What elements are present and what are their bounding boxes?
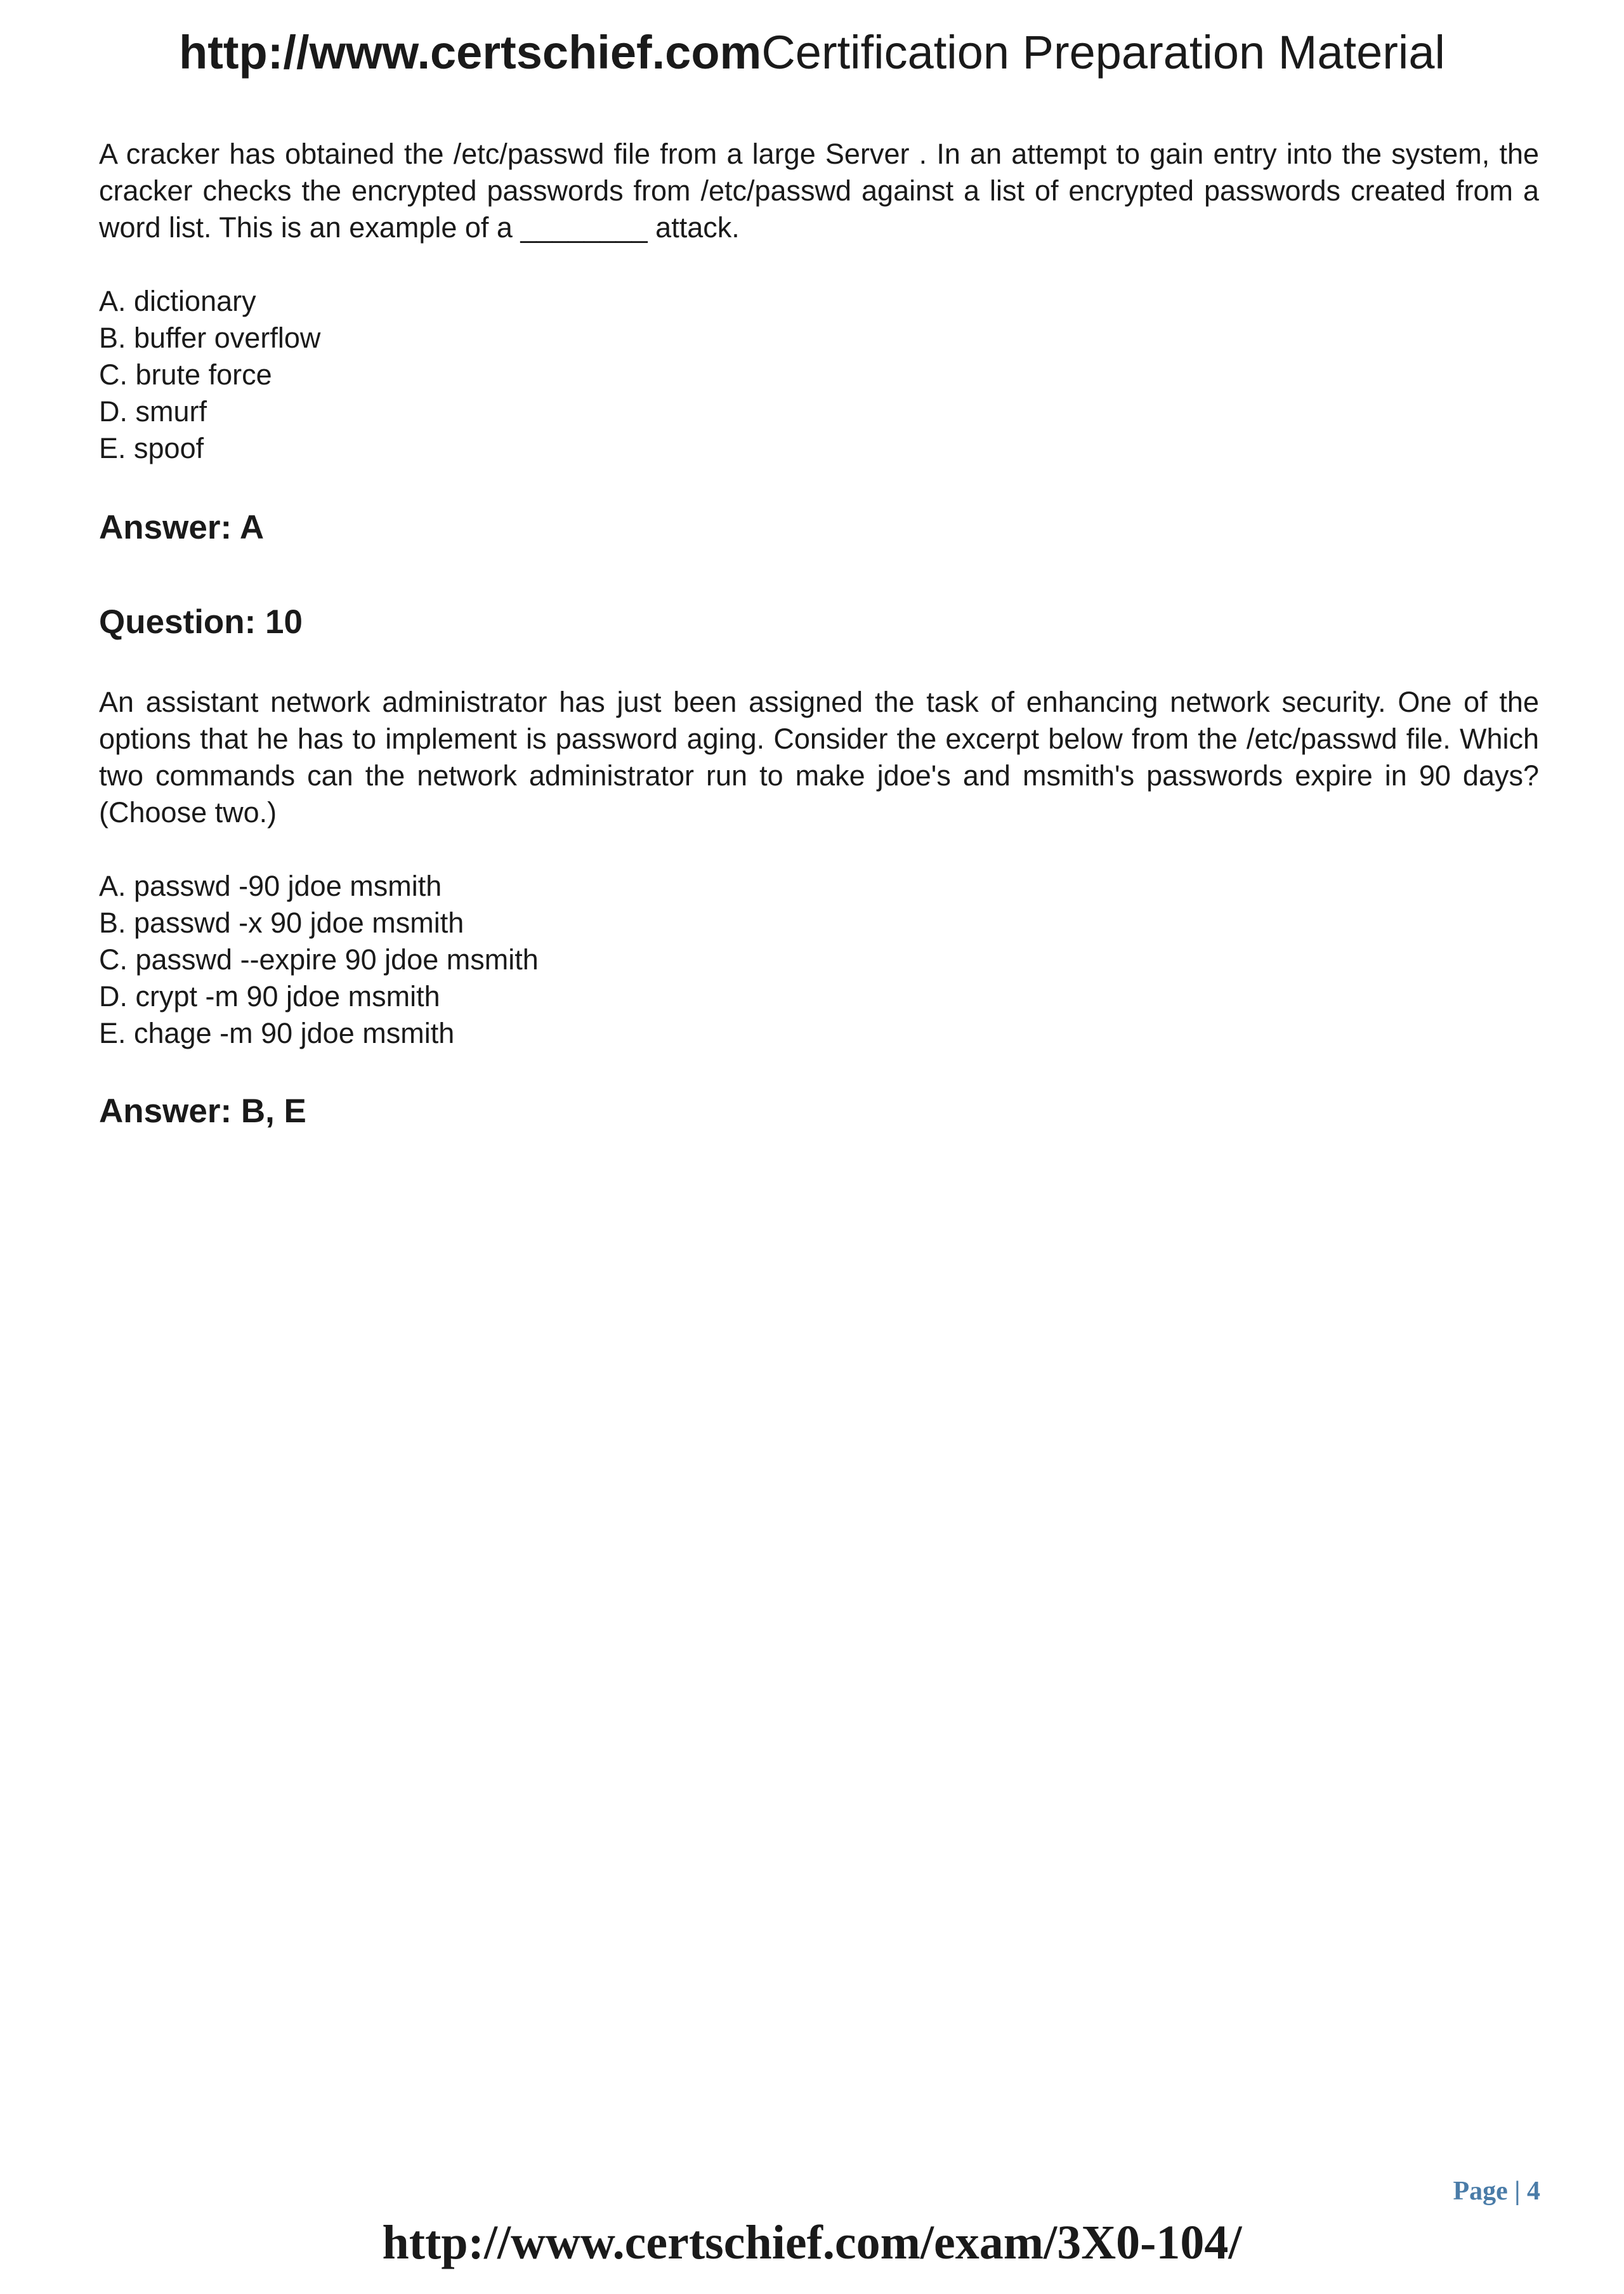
question-1-block [99,136,1539,246]
question-10-block [99,684,1539,831]
question-1-answer-block [99,508,1539,548]
question-1-text-part-2: attack. [647,211,740,244]
option-item: A. dictionary [99,285,256,317]
question-1-text [99,136,1539,246]
question-10-answer-block [99,1091,1539,1132]
question-1-blank: ________ [520,211,648,244]
page-number: Page | 4 [1453,2177,1540,2206]
question-1-options [99,283,1539,467]
option-item: B. buffer overflow [99,322,321,354]
option-item: D. smurf [99,395,207,428]
option-item: A. passwd -90 jdoe msmith [99,870,442,902]
option-item: E. chage -m 90 jdoe msmith [99,1017,455,1049]
option-item: C. passwd --expire 90 jdoe msmith [99,943,539,976]
question-10-options [99,868,1539,1052]
option-item: E. spoof [99,432,204,464]
question-1-answer: Answer: A [99,509,265,546]
header-tagline: Certification Preparation Material [761,26,1445,79]
option-item: D. crypt -m 90 jdoe msmith [99,980,440,1013]
question-1-text-part-1: A cracker has obtained the /etc/passwd file from a large Server . In an attempt to gain entry into the system, the cracker checks the encrypted passwords from /etc/passwd against a list of encrypted passwords created from a word list. This is an example of a [99,138,1539,244]
header-site-url: http://www.certschief.com [179,26,762,79]
option-item: B. passwd -x 90 jdoe msmith [99,907,464,939]
question-10-title: Question: 10 [99,603,303,641]
page-header [0,24,1624,81]
question-10-title-block [99,602,1539,643]
footer-url: http://www.certschief.com/exam/3X0-104/ [382,2216,1242,2269]
question-10-answer: Answer: B, E [99,1092,306,1130]
option-item: C. brute force [99,358,272,391]
question-10-text: An assistant network administrator has just been assigned the task of enhancing network security. One of the options that he has to implement is password aging. Consider the excerpt below from the /etc/passwd file. Which two commands can the network administrator run to make jdoe's and msmith's passwords expire in 90 days? (Choose two.) [99,686,1539,829]
